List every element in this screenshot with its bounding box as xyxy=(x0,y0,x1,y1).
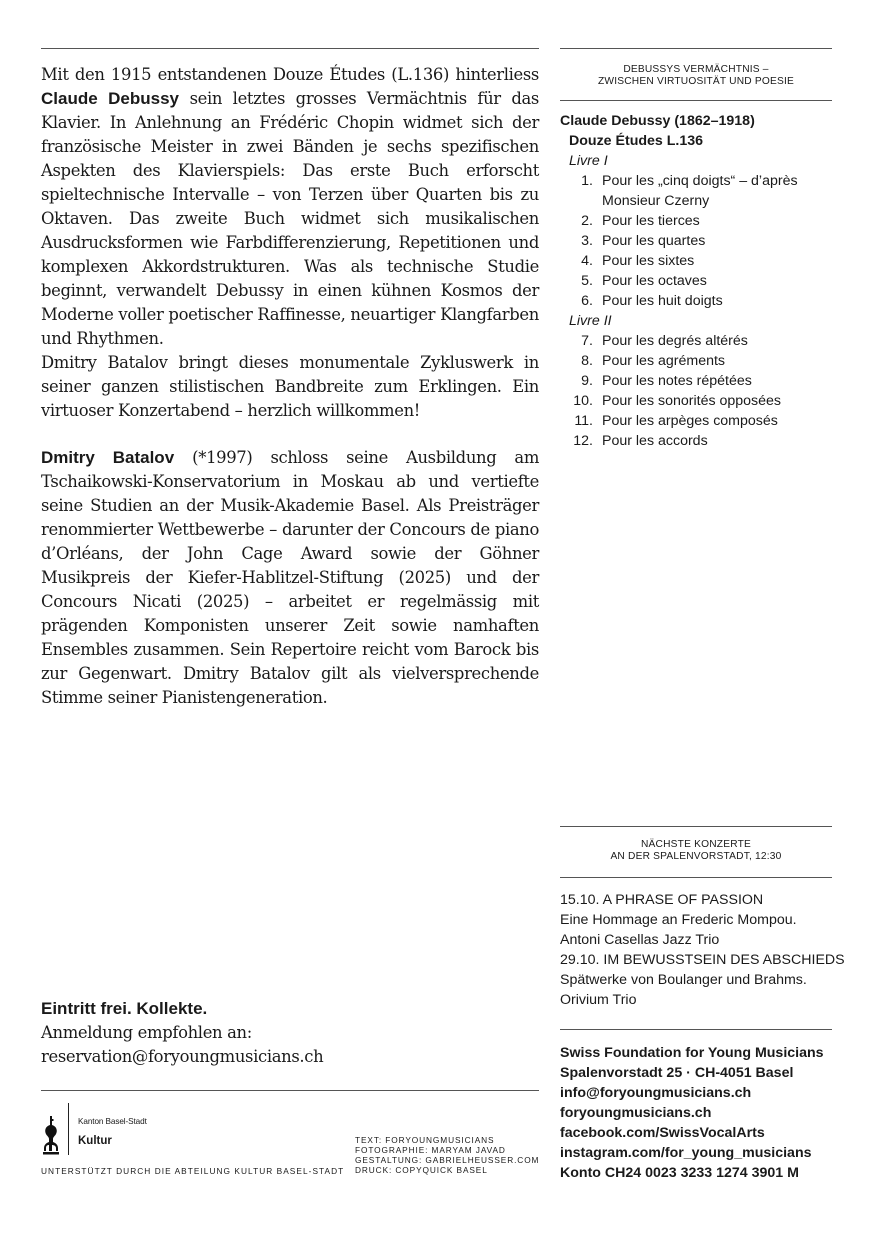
list-item xyxy=(560,331,832,351)
admission-headline: Eintritt frei. Kollekte. xyxy=(41,999,208,1018)
list-item xyxy=(560,211,832,231)
item-title: Pour les huit doigts xyxy=(602,293,723,309)
item-number: 9. xyxy=(581,373,593,389)
concerts-top-rule xyxy=(560,826,832,827)
credits xyxy=(355,1135,539,1175)
intro-body: sein letztes grosses Vermächtnis für das Klavier. In Anlehnung an Frédéric Chopin widmet sich der französische Meister in zwei Bänden je sechs spezifischen Aspekten des Klavierspiels: Das erste Buch erforscht spieltechnische Intervalle – von Terzen über Quarten bis zu Oktaven. Das zweite Buch widmet sich musikalischen Ausdrucksformen wie Farbdifferenzierung, Repetitionen und komplexen Akkordstrukturen. Was als technische Studie beginnt, verwandelt Debussy in einen kühnen Kosmos der Moderne voller poetischer Raffinesse, neuartiger Klangfarben und Rhythmen. xyxy=(41,89,539,348)
item-number: 3. xyxy=(581,233,593,249)
canton-label: Kanton Basel-Stadt xyxy=(78,1117,147,1126)
credit-design: GESTALTUNG: GABRIELHEUSSER.COM xyxy=(355,1155,540,1165)
bio-text xyxy=(41,446,539,710)
website-link[interactable]: foryoungmusicians.ch xyxy=(560,1105,712,1121)
footer-rule-left xyxy=(41,1090,539,1091)
composer-name: Claude Debussy xyxy=(41,89,179,108)
book-label: Livre II xyxy=(569,313,612,329)
credit-text: TEXT: FORYOUNGMUSICIANS xyxy=(355,1135,495,1145)
credit-photo: FOTOGRAPHIE: MARYAM JAVAD xyxy=(355,1145,506,1155)
program-work: Douze Études L.136 xyxy=(569,133,704,149)
item-title: Pour les sonorités opposées xyxy=(602,393,782,409)
list-item xyxy=(560,411,832,431)
concert-description: Eine Hommage an Frederic Mompou. xyxy=(560,912,797,928)
item-number: 12. xyxy=(573,433,593,449)
program-header-line1: DEBUSSYS VERMÄCHTNIS – xyxy=(623,64,769,75)
concerts-header-line1: NÄCHSTE KONZERTE xyxy=(641,839,751,850)
item-title: Pour les agréments xyxy=(602,353,726,369)
list-item xyxy=(560,271,832,291)
program-header xyxy=(560,64,832,88)
concert-performer: Antoni Casellas Jazz Trio xyxy=(560,932,720,948)
concert-description: Spätwerke von Boulanger und Brahms. xyxy=(560,972,807,988)
item-number: 6. xyxy=(581,293,593,309)
list-item xyxy=(560,251,832,271)
list-item xyxy=(560,291,832,311)
item-title: Pour les „cinq doigts“ – d’après Monsieur Czerny xyxy=(602,173,798,209)
item-title: Pour les quartes xyxy=(602,233,706,249)
kultur-label: Kultur xyxy=(78,1135,112,1147)
basel-crest-icon xyxy=(41,1115,61,1155)
intro-text xyxy=(41,63,539,423)
item-title: Pour les arpèges composés xyxy=(602,413,778,429)
org-name: Swiss Foundation for Young Musicians xyxy=(560,1045,824,1061)
contact-block xyxy=(560,1043,832,1183)
org-address: Spalenvorstadt 25 · CH-4051 Basel xyxy=(560,1065,794,1081)
list-item xyxy=(560,231,832,251)
program-composer: Claude Debussy (1862–1918) xyxy=(560,113,755,129)
admission-note: Anmeldung empfohlen an: xyxy=(41,1023,252,1042)
program-list xyxy=(560,111,832,451)
item-number: 8. xyxy=(581,353,593,369)
contact-rule xyxy=(560,1029,832,1030)
top-rule-left xyxy=(41,48,539,49)
support-note: UNTERSTÜTZT DURCH DIE ABTEILUNG KULTUR BASEL-STADT xyxy=(41,1166,345,1176)
item-title: Pour les accords xyxy=(602,433,708,449)
logo-divider xyxy=(68,1103,69,1155)
item-number: 2. xyxy=(581,213,593,229)
item-title: Pour les sixtes xyxy=(602,253,695,269)
intro-lead: Mit den 1915 entstandenen Douze Études (L.136) hinterliess xyxy=(41,65,539,84)
item-number: 5. xyxy=(581,273,593,289)
bio-name: Dmitry Batalov xyxy=(41,448,175,467)
concert-performer: Orivium Trio xyxy=(560,992,637,1008)
list-item xyxy=(560,391,832,411)
instagram-link[interactable]: instagram.com/for_young_musicians xyxy=(560,1145,812,1161)
item-title: Pour les degrés altérés xyxy=(602,333,748,349)
list-item xyxy=(560,171,832,211)
item-number: 4. xyxy=(581,253,593,269)
bio-body: (*1997) schloss seine Ausbildung am Tschaikowski-Konservatorium in Moskau ab und vertiefte seine Studien an der Musik-Akademie Basel. Als Preisträger renommierter Wettbewerbe – darunter der Concours de piano d’Orléans, der John Cage Award sowie der Göhner Musikpreis der Kiefer-Hablitzel-Stiftung (2025) und der Concours Nicati (2025) – arbeitet er regelmässig mit prägenden Komponisten unserer Zeit sowie namhaften Ensembles zusammen. Sein Repertoire reicht vom Barock bis zur Gegenwart. Dmitry Batalov gilt als vielversprechende Stimme seiner Pianistengeneration. xyxy=(41,448,540,707)
program-header-line2: ZWISCHEN VIRTUOSITÄT UND POESIE xyxy=(597,76,794,87)
item-number: 10. xyxy=(573,393,593,409)
item-title: Pour les octaves xyxy=(602,273,707,289)
credit-print: DRUCK: COPYQUICK BASEL xyxy=(355,1165,488,1175)
item-number: 1. xyxy=(581,173,593,189)
concerts-header-rule xyxy=(560,877,832,878)
concert-title: 15.10. A PHRASE OF PASSION xyxy=(560,892,764,908)
admission-block xyxy=(41,997,539,1069)
top-rule-right xyxy=(560,48,832,49)
item-number: 7. xyxy=(581,333,593,349)
concerts-header-line2: AN DER SPALENVORSTADT, 12:30 xyxy=(610,851,782,862)
concert-title: 29.10. IM BEWUSSTSEIN DES ABSCHIEDS xyxy=(560,952,845,968)
contact-email-link[interactable]: info@foryoungmusicians.ch xyxy=(560,1085,752,1101)
list-item xyxy=(560,431,832,451)
facebook-link[interactable]: facebook.com/SwissVocalArts xyxy=(560,1125,765,1141)
book-label: Livre I xyxy=(569,153,608,169)
bank-account: Konto CH24 0023 3233 1274 3901 M xyxy=(560,1165,799,1181)
reservation-email[interactable]: reservation@foryoungmusicians.ch xyxy=(41,1047,324,1066)
list-item xyxy=(560,351,832,371)
item-number: 11. xyxy=(574,413,593,429)
intro-closing: Dmitry Batalov bringt dieses monumentale Zykluswerk in seiner ganzen stilistischen Bandbreite zum Erklingen. Ein virtuoser Konzertabend – herzlich willkommen! xyxy=(41,353,539,420)
item-title: Pour les tierces xyxy=(602,213,700,229)
program-header-rule xyxy=(560,100,832,101)
list-item xyxy=(560,371,832,391)
concert-list xyxy=(560,890,845,1010)
concerts-header xyxy=(560,839,832,863)
item-title: Pour les notes répétées xyxy=(602,373,752,389)
